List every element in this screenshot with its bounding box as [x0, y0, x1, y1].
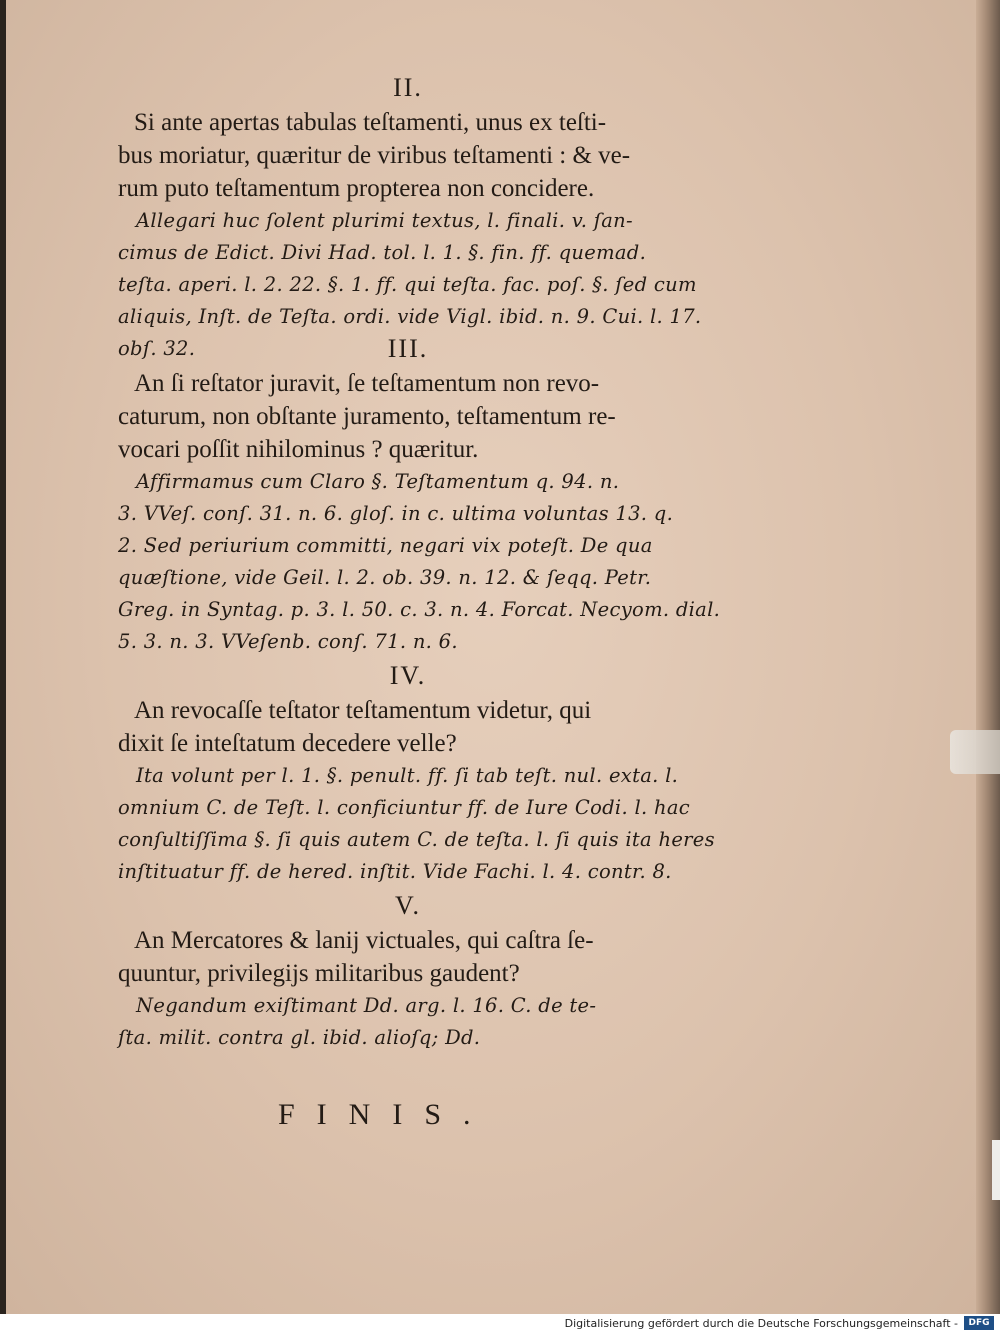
commentary-line: inſtituatur ff. de hered. inſtit. Vide Fachi. l. 4. contr. 8.: [118, 860, 672, 883]
section-numeral: II.: [393, 73, 423, 102]
question-line: quuntur, privilegijs militaribus gaudent?: [118, 960, 520, 987]
question-line: dixit ſe inteſtatum decedere velle?: [118, 730, 457, 757]
section-numeral: IV.: [389, 661, 427, 690]
section-numeral: III.: [387, 334, 429, 363]
section-iv: [118, 658, 715, 888]
commentary-line: Ita volunt per l. 1. §. penult. ff. ſi tab teſt. nul. exta. l.: [136, 764, 679, 787]
commentary-line: Affirmamus cum Claro §. Teſtamentum q. 94. n.: [136, 470, 620, 493]
commentary-line: 5. 3. n. 3. VVeſenb. conſ. 71. n. 6.: [118, 630, 458, 653]
question-line: Si ante apertas tabulas teſtamenti, unus ex teſti-: [134, 109, 607, 136]
digitization-footer: [0, 1314, 1000, 1334]
question-line: rum puto teſtamentum propterea non concidere.: [118, 175, 595, 202]
section-iii: [118, 331, 721, 658]
commentary-line: Negandum exiſtimant Dd. arg. l. 16. C. de te-: [136, 994, 597, 1017]
page-clip-marker: [950, 730, 1000, 774]
page-edge: [976, 0, 1000, 1314]
commentary-line: ſta. milit. contra gl. ibid. alioſq; Dd.: [118, 1026, 481, 1049]
question-text: [118, 367, 698, 466]
commentary-line: conſultiſſima §. ſi quis autem C. de teſta. l. ſi quis ita heres: [118, 828, 715, 851]
question-text: [118, 924, 698, 990]
question-line: An ſi reſtator juravit, ſe teſtamentum non revo-: [134, 370, 600, 397]
commentary-line: 3. VVeſ. conſ. 31. n. 6. gloſ. in c. ultima voluntas 13. q.: [118, 502, 674, 525]
finis-colophon: FINIS.: [278, 1098, 493, 1131]
commentary-text: [118, 990, 698, 1054]
question-line: caturum, non obſtante juramento, teſtamentum re-: [118, 403, 616, 430]
commentary-line: omnium C. de Teſt. l. conficiuntur ff. de Iure Codi. l. hac: [118, 796, 690, 819]
question-line: bus moriatur, quæritur de viribus teſtamenti : & ve-: [118, 142, 631, 169]
page-text: [118, 70, 721, 1132]
question-line: vocari poſſit nihilominus ? quæritur.: [118, 436, 479, 463]
section-numeral: V.: [395, 891, 421, 920]
funding-credit: Digitalisierung gefördert durch die Deutsche Forschungsgemeinschaft -: [564, 1317, 958, 1330]
section-ii: [118, 70, 702, 365]
commentary-line: 2. Sed periurium committi, negari vix poteſt. De qua: [118, 534, 653, 557]
commentary-line: aliquis, Inſt. de Teſta. ordi. vide Vigl. ibid. n. 9. Cui. l. 17.: [118, 305, 702, 328]
side-margin-mark: [992, 1140, 1000, 1200]
commentary-text: [118, 760, 715, 888]
commentary-line: Allegari huc ſolent plurimi textus, l. finali. v. ſan-: [136, 209, 633, 232]
commentary-line: Greg. in Syntag. p. 3. l. 50. c. 3. n. 4. Forcat. Necyom. dial.: [118, 598, 721, 621]
commentary-line: cimus de Edict. Divi Had. tol. l. 1. §. fin. ff. quemad.: [118, 241, 647, 264]
dfg-logo: DFG: [964, 1316, 994, 1330]
question-text: [118, 694, 698, 760]
commentary-line: teſta. aperi. l. 2. 22. §. 1. ff. qui teſta. fac. poſ. §. ſed cum: [118, 273, 697, 296]
question-line: An revocaſſe teſtator teſtamentum videtur, qui: [134, 697, 592, 724]
section-v: [118, 888, 698, 1054]
question-line: An Mercatores & lanij victuales, qui caſtra ſe-: [134, 927, 594, 954]
commentary-line: quæſtione, vide Geil. l. 2. ob. 39. n. 12. & ſeqq. Petr.: [118, 566, 652, 589]
question-text: [118, 106, 698, 205]
commentary-line: obſ. 32.: [118, 337, 196, 360]
commentary-text: [118, 466, 721, 658]
